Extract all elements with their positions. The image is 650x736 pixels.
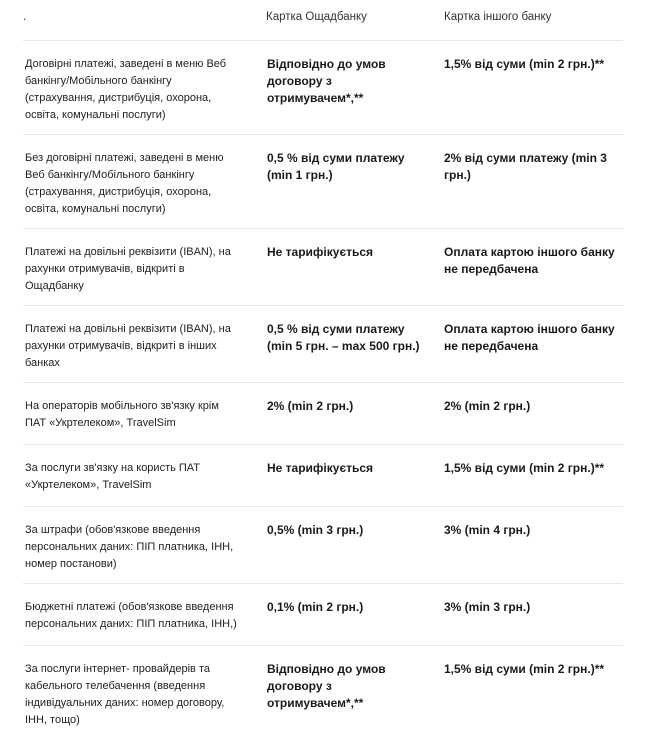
other-bank-fee: 1,5% від суми (min 2 грн.)** bbox=[444, 662, 605, 676]
header-col-other-bank-card: Картка іншого банку bbox=[444, 11, 552, 23]
other-bank-fee: 1,5% від суми (min 2 грн.)** bbox=[444, 461, 605, 475]
oschadbank-fee: 0,5 % від суми платежу (min 1 грн.) bbox=[267, 151, 405, 182]
table-row bbox=[23, 445, 623, 507]
oschadbank-fee: Не тарифікується bbox=[267, 245, 374, 259]
service-description: На операторів мобільного зв'язку крім ПАТ «Укртелеком», TravelSim bbox=[25, 400, 219, 429]
oschadbank-fee: 0,5% (min 3 грн.) bbox=[267, 523, 364, 537]
header-col-oschadbank-card: Картка Ощадбанку bbox=[266, 11, 367, 23]
table-row bbox=[23, 41, 623, 135]
table-row bbox=[23, 135, 623, 229]
other-bank-fee: 2% від суми платежу (min 3 грн.) bbox=[444, 151, 607, 182]
service-description: Платежі на довільні реквізити (IBAN), на рахунки отримувачів, відкриті в Ощадбанку bbox=[25, 246, 231, 292]
table-row bbox=[23, 306, 623, 383]
table-row bbox=[23, 646, 623, 736]
table-row bbox=[23, 584, 623, 646]
service-description: За послуги зв'язку на користь ПАТ «Укртелеком», TravelSim bbox=[25, 462, 200, 491]
service-description: За штрафи (обов'язкове введення персональних даних: ПІП платника, ІНН, номер постанови) bbox=[25, 524, 234, 570]
oschadbank-fee: Не тарифікується bbox=[267, 461, 374, 475]
table-row bbox=[23, 383, 623, 445]
other-bank-fee: 2% (min 2 грн.) bbox=[444, 399, 531, 413]
oschadbank-fee: 0,1% (min 2 грн.) bbox=[267, 600, 364, 614]
other-bank-fee: Оплата картою іншого банку не передбачена bbox=[444, 245, 615, 276]
service-description: За послуги інтернет- провайдерів та кабельного телебачення (введення індивідуальних даних: номер договору, ІНН, тощо) bbox=[25, 663, 225, 726]
service-description: Без договірні платежі, заведені в меню Веб банкінгу/Мобільного банкінгу (страхування, дистрибуція, охорона, освіта, комунальні послуги) bbox=[25, 152, 224, 215]
oschadbank-fee: Відповідно до умов договору з отримувачем*,** bbox=[267, 57, 386, 105]
service-description: Платежі на довільні реквізити (IBAN), на рахунки отримувачів, відкриті в інших банках bbox=[25, 323, 231, 369]
other-bank-fee: 1,5% від суми (min 2 грн.)** bbox=[444, 57, 605, 71]
other-bank-fee: 3% (min 4 грн.) bbox=[444, 523, 531, 537]
oschadbank-fee: 0,5 % від суми платежу (min 5 грн. – max 500 грн.) bbox=[267, 322, 420, 353]
oschadbank-fee: 2% (min 2 грн.) bbox=[267, 399, 354, 413]
service-description: Договірні платежі, заведені в меню Веб банкінгу/Мобільного банкінгу (страхування, дистрибуція, охорона, освіта, комунальні послуги) bbox=[25, 58, 227, 121]
table-header bbox=[23, 0, 623, 41]
oschadbank-fee: Відповідно до умов договору з отримувачем*,** bbox=[267, 662, 386, 710]
other-bank-fee: 3% (min 3 грн.) bbox=[444, 600, 531, 614]
header-col-service: . bbox=[23, 11, 27, 23]
other-bank-fee: Оплата картою іншого банку не передбачена bbox=[444, 322, 615, 353]
table-row bbox=[23, 229, 623, 306]
table-row bbox=[23, 507, 623, 584]
service-description: Бюджетні платежі (обов'язкове введення персональних даних: ПІП платника, ІНН,) bbox=[25, 601, 237, 630]
